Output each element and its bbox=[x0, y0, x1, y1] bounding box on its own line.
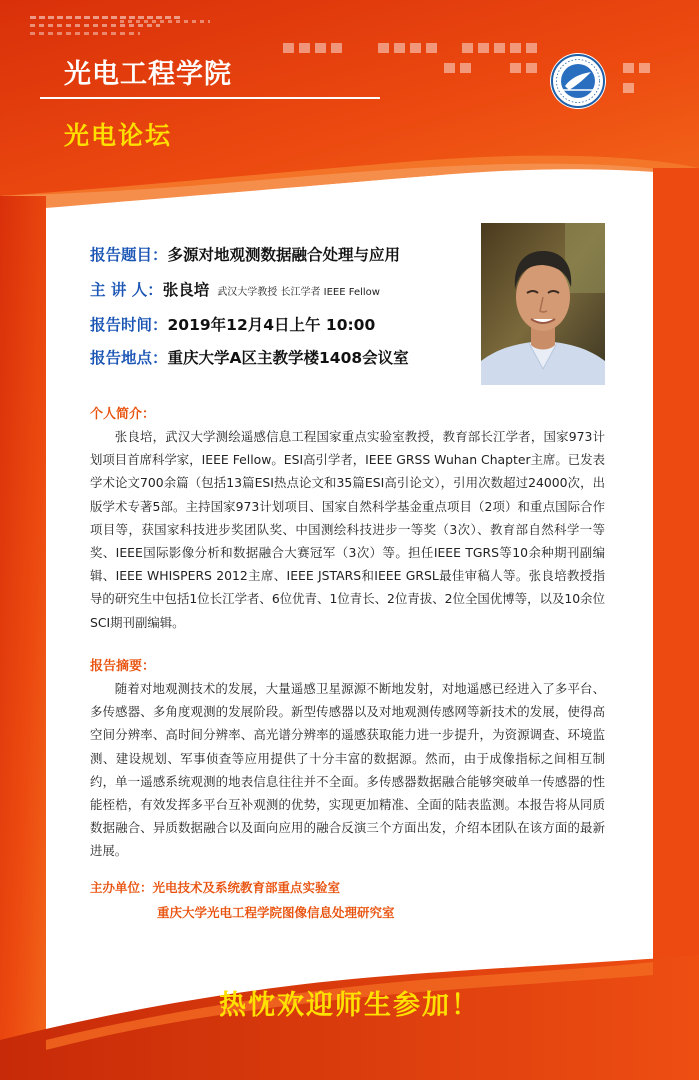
speaker-affiliation: 武汉大学教授 长江学者 IEEE Fellow bbox=[217, 287, 380, 298]
bio-heading: 个人简介： bbox=[90, 407, 156, 422]
welcome-message: 热忱欢迎师生参加！ bbox=[219, 990, 480, 1021]
forum-name: 光电论坛 bbox=[64, 121, 173, 150]
talk-time: 2019年12月4日上午 10:00 bbox=[167, 316, 376, 334]
speaker-photo bbox=[481, 223, 605, 385]
abstract-heading: 报告摘要： bbox=[90, 659, 156, 674]
speaker-name: 张良培 bbox=[162, 281, 210, 299]
talk-title: 多源对地观测数据融合处理与应用 bbox=[167, 246, 401, 264]
bio-text: 张良培，武汉大学测绘遥感信息工程国家重点实验室教授，教育部长江学者，国家973计划项目首席科学家，IEEE Fellow。ESI高引学者，IEEE GRSS Wuhan Chapter主席。已发表学术论文700余篇（包括13篇ESI热点论文和35篇ESI高引论文），引用次数超过24000次，出版学术专著5部。主持国家973计划项目、国家自然科学基金重点项目（2项）和重点国际合作项目等，获国家科技进步奖团队奖、中国测绘科技进步一等奖（3次）、教育部自然科学一等奖、IEEE国际影像分析和数据融合大赛冠军（3次）等。担任IEEE TGRS等10余种期刊副编辑、IEEE WHISPERS 2012主席、IEEE JSTARS和IEEE GRSL最佳审稿人等。张良培教授指导的研究生中包括1位长江学者、6位优青、1位青长、2位青拔、2位全国优博等，以及10余位SCI期刊副编辑。 bbox=[90, 429, 605, 630]
organizer-1: 光电技术及系统教育部重点实验室 bbox=[152, 880, 341, 895]
time-row bbox=[90, 313, 375, 335]
organizer-2: 重庆大学光电工程学院图像信息处理研究室 bbox=[157, 905, 395, 920]
title-divider bbox=[40, 97, 380, 99]
abstract-text: 随着对地观测技术的发展，大量遥感卫星源源不断地发射，对地遥感已经进入了多平台、多传感器、多角度观测的发展阶段。新型传感器以及对地观测传感网等新技术的发展，使得高空间分辨率、高时间分辨率、高光谱分辨率的遥感获取能力进一步提升，为资源调查、环境监测、建设规划、军事侦查等应用提供了十分丰富的数据源。然而，由于成像指标之间相互制约，单一遥感系统观测的地表信息往往并不全面。多传感器数据融合能够突破单一传感器的性能桎梏，有效发挥多平台互补观测的优势，实现更加精准、全面的陆表监测。本报告将从同质数据融合、异质数据融合以及面向应用的融合反演三个方面出发，介绍本团队在该方面的最新进展。 bbox=[90, 681, 605, 859]
university-emblem-icon bbox=[549, 52, 607, 110]
organizers-label: 主办单位： bbox=[90, 880, 153, 895]
venue-row bbox=[90, 346, 409, 368]
organizers-line1 bbox=[90, 878, 340, 896]
talk-title-label: 报告题目： bbox=[90, 246, 168, 264]
talk-title-row bbox=[90, 243, 400, 265]
speaker-label: 主 讲 人： bbox=[90, 281, 163, 299]
school-name: 光电工程学院 bbox=[64, 59, 232, 90]
venue-label: 报告地点： bbox=[90, 349, 168, 367]
time-label: 报告时间： bbox=[90, 316, 168, 334]
talk-venue: 重庆大学A区主教学楼1408会议室 bbox=[167, 349, 409, 367]
speaker-row bbox=[90, 278, 380, 300]
